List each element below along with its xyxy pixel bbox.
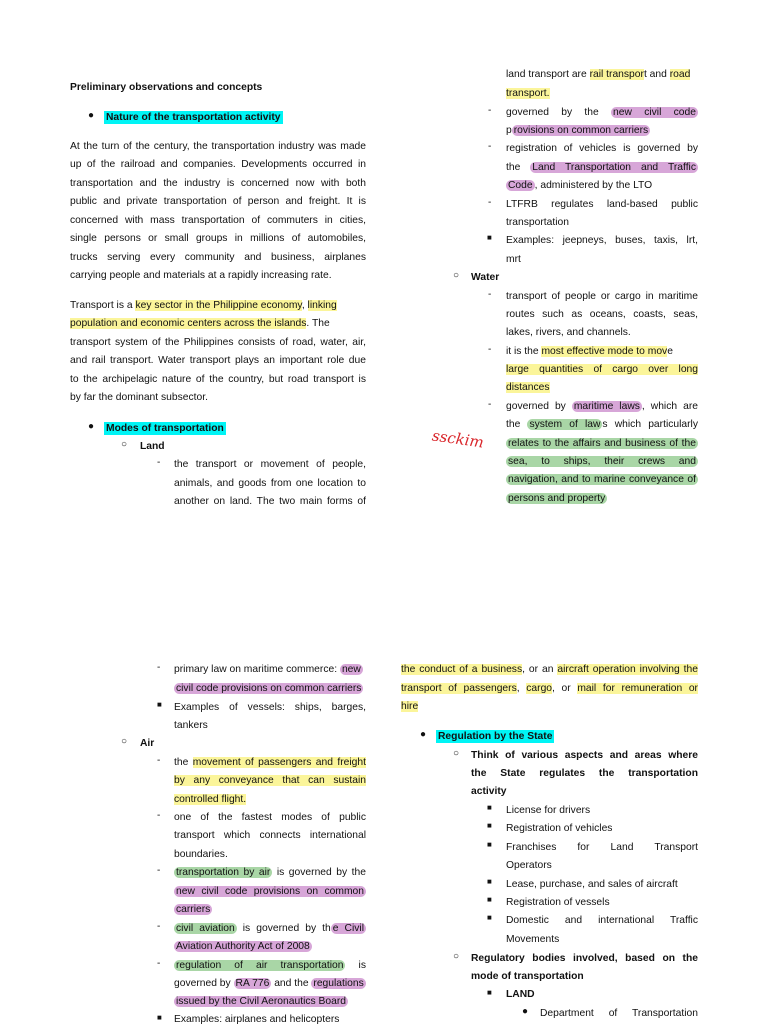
dash-icon: - (488, 399, 492, 410)
paragraph-line: Aviation Authority Act of 2008 (176, 941, 310, 952)
paragraph-line: new civil code provisions on common (176, 886, 364, 897)
paragraph-line: transport of passengers, cargo, or mail for remuneration or (401, 683, 698, 694)
paragraph-line: Think of various aspects and areas where (471, 750, 698, 761)
paragraph-line: hire (401, 701, 419, 712)
subheading-water: Water (471, 272, 500, 283)
section-heading: Preliminary observations and concepts (70, 82, 263, 93)
subheading-air: Air (140, 738, 155, 749)
circle-bullet-icon: ○ (121, 736, 128, 747)
paragraph-line: carriers (176, 904, 211, 915)
paragraph-line: Transport is a key sector in the Philippine economy, linking (70, 300, 337, 311)
paragraph-line: the Land Transportation and Traffic (506, 162, 696, 173)
paragraph-line: Examples: jeepneys, buses, taxis, lrt, (506, 235, 698, 246)
paragraph-line: land transport are rail transport and road (506, 69, 691, 80)
paragraph-line: controlled flight. (174, 794, 247, 805)
paragraph-line: primary law on maritime commerce: new (174, 664, 361, 675)
dash-icon: - (157, 755, 161, 766)
paragraph-line: routes such as oceans, coasts, seas, (506, 309, 698, 320)
paragraph-line: the movement of passengers and freight (174, 757, 366, 768)
paragraph-line: navigation, and to marine conveyance of (508, 474, 696, 485)
subheading-land: LAND (506, 989, 535, 1000)
paragraph-line: to the archipelagic nature of the country, but road transport is (70, 374, 366, 385)
paragraph-line: single persons or small groups in millions of automobiles, (70, 233, 366, 244)
paragraph-line: Examples of vessels: ships, barges, (174, 702, 366, 713)
circle-bullet-icon: ○ (453, 951, 460, 962)
circle-bullet-icon: ○ (453, 748, 460, 759)
list-item: Movements (506, 934, 560, 945)
square-bullet-icon: ■ (487, 895, 492, 904)
dash-icon: - (488, 105, 492, 116)
bullet-modes: Modes of transportation (106, 423, 224, 434)
list-item: Franchises for Land Transport (506, 842, 698, 853)
circle-bullet-icon: ○ (453, 270, 460, 281)
dash-icon: - (488, 197, 492, 208)
list-item: Registration of vessels (506, 897, 610, 908)
paragraph-line: another on land. The two main forms of (174, 496, 366, 507)
square-bullet-icon: ■ (487, 913, 492, 922)
paragraph-line: transport which connects international (174, 830, 366, 841)
paragraph-line: carrying people and materials at a rapidly increasing rate. (70, 270, 332, 281)
paragraph-line: mode of transportation (471, 971, 584, 982)
square-bullet-icon: ■ (487, 233, 492, 242)
paragraph-line: Examples: airplanes and helicopters (174, 1014, 340, 1024)
paragraph-line: regulation of air transportation is (176, 960, 366, 971)
paragraph-line: up of the railroad and companies. Developments occurred in (70, 159, 366, 170)
handwritten-signature: ssckim (431, 426, 485, 452)
list-item: License for drivers (506, 805, 591, 816)
square-bullet-icon: ■ (157, 1013, 162, 1022)
paragraph-line: At the turn of the century, the transportation industry was made (70, 141, 366, 152)
list-item: Lease, purchase, and sales of aircraft (506, 879, 678, 890)
paragraph-line: population and economic centers across the islands. The (70, 318, 330, 329)
paragraph-line: mrt (506, 254, 521, 265)
square-bullet-icon: ■ (487, 803, 492, 812)
paragraph-line: persons and property (508, 493, 606, 504)
paragraph-line: transport of people or cargo in maritime (506, 291, 698, 302)
dash-icon: - (157, 958, 161, 969)
paragraph-line: transportation by air is governed by the (176, 867, 366, 878)
paragraph-line: relates to the affairs and business of the (508, 438, 696, 449)
paragraph-line: transportation and the industry is concerned now with both (70, 178, 366, 189)
paragraph-line: Regulatory bodies involved, based on the (471, 953, 698, 964)
paragraph-line: tankers (174, 720, 208, 731)
bullet-icon: ● (522, 1006, 529, 1017)
list-item: Operators (506, 860, 552, 871)
paragraph-line: the system of law s which particularly (506, 419, 698, 430)
list-item: Department of Transportation (540, 1008, 698, 1019)
subheading-land: Land (140, 441, 165, 452)
list-item: Domestic and international Traffic (506, 915, 698, 926)
paragraph-line: it is the most effective mode to move (506, 346, 673, 357)
paragraph-line: p rovisions on common carriers (506, 125, 649, 136)
paragraph-line: distances (506, 382, 550, 393)
paragraph-line: lakes, rivers, and channels. (506, 327, 631, 338)
bullet-icon: ● (88, 421, 95, 432)
paragraph-line: transport. (506, 88, 550, 99)
paragraph-line: issued by the Civil Aeronautics Board (176, 996, 346, 1007)
paragraph-line: and rail transport. Water transport plays an important role due (70, 355, 366, 366)
paragraph-line: trucks serving every community and business, airplanes (70, 252, 366, 263)
paragraph-line: concerned with mass transportation of commuters in cities, (70, 215, 366, 226)
paragraph-line: activity (471, 786, 507, 797)
paragraph-line: sea, to ships, their crews and (508, 456, 696, 467)
dash-icon: - (488, 289, 492, 300)
paragraph-line: Code , administered by the LTO (508, 180, 653, 191)
square-bullet-icon: ■ (487, 840, 492, 849)
paragraph-line: the State regulates the transportation (471, 768, 698, 779)
square-bullet-icon: ■ (487, 821, 492, 830)
paragraph-line: large quantities of cargo over long (506, 364, 698, 375)
paragraph-line: registration of vehicles is governed by (506, 143, 698, 154)
paragraph-line: civil aviation is governed by th e Civil (176, 923, 365, 934)
paragraph-line: the conduct of a business, or an aircraft operation involving the (401, 664, 698, 675)
paragraph-line: governed by maritime laws , which are (506, 401, 698, 412)
paragraph-line: one of the fastest modes of public (174, 812, 366, 823)
paragraph-line: public and private transportation of person and freight. It is (70, 196, 366, 207)
page-2 (0, 512, 768, 1024)
dash-icon: - (157, 865, 161, 876)
square-bullet-icon: ■ (487, 877, 492, 886)
square-bullet-icon: ■ (487, 988, 492, 997)
paragraph-line: LTFRB regulates land-based public (506, 199, 698, 210)
paragraph-line: governed by the new civil code (506, 107, 696, 118)
list-item: Registration of vehicles (506, 823, 613, 834)
bullet-regulation: Regulation by the State (438, 731, 553, 742)
paragraph-line: transportation (506, 217, 569, 228)
paragraph-line: by far the dominant subsector. (70, 392, 208, 403)
paragraph-line: the transport or movement of people, (174, 459, 366, 470)
paragraph-line: governed by RA 776 and the regulations (174, 978, 364, 989)
bullet-icon: ● (420, 729, 427, 740)
bullet-nature: Nature of the transportation activity (106, 112, 281, 123)
square-bullet-icon: ■ (157, 700, 162, 709)
paragraph-line: civil code provisions on common carriers (176, 683, 362, 694)
paragraph-line: animals, and goods from one location to (174, 478, 366, 489)
dash-icon: - (157, 921, 161, 932)
dash-icon: - (157, 457, 161, 468)
paragraph-line: transport system of the Philippines consists of road, water, air, (70, 337, 366, 348)
paragraph-line: boundaries. (174, 849, 228, 860)
dash-icon: - (157, 810, 161, 821)
paragraph-line: by any conveyance that can sustain (174, 775, 366, 786)
dash-icon: - (488, 344, 492, 355)
circle-bullet-icon: ○ (121, 439, 128, 450)
bullet-icon: ● (88, 110, 95, 121)
dash-icon: - (488, 141, 492, 152)
dash-icon: - (157, 662, 161, 673)
